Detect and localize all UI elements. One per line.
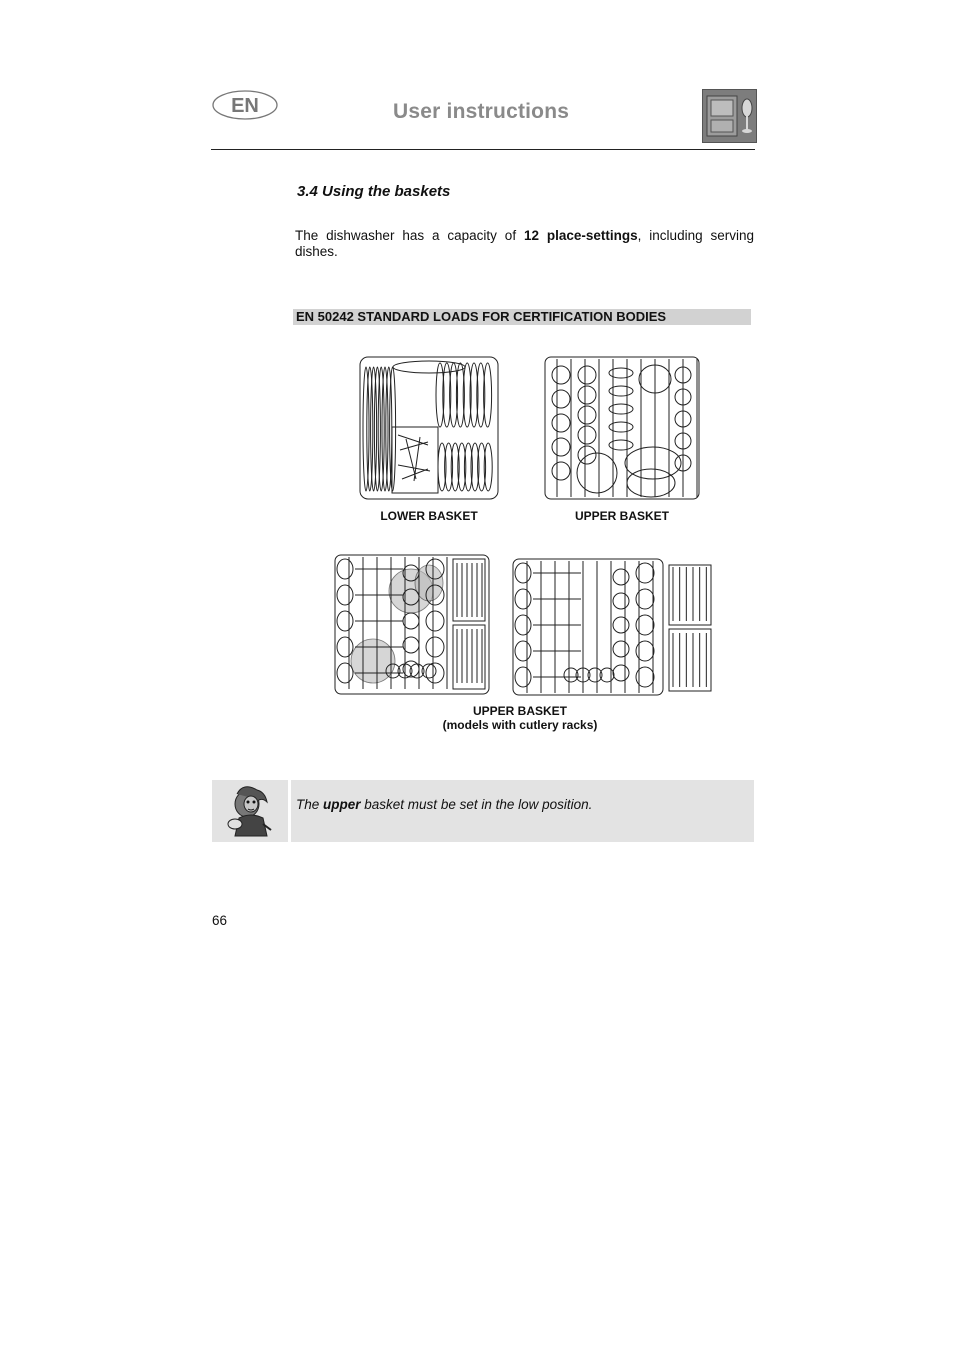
intro-paragraph: The dishwasher has a capacity of 12 place-settings, including serving dishes. [295, 228, 755, 259]
page-title: User instructions [393, 100, 570, 123]
note-divider [288, 780, 291, 842]
section-title: 3.4 Using the baskets [297, 183, 451, 200]
cartoon-character-icon [225, 784, 277, 839]
lower-basket-diagram [358, 355, 500, 501]
language-badge [211, 88, 279, 122]
dishwasher-photo-icon [702, 89, 757, 143]
page-number: 66 [212, 913, 228, 928]
upper-basket-racks-diagram-1 [333, 553, 491, 696]
upper-basket-caption: UPPER BASKET [574, 509, 669, 523]
standard-loads-heading: EN 50242 STANDARD LOADS FOR CERTIFICATION BODIES [296, 309, 667, 324]
note-text: The upper basket must be set in the low position. [296, 797, 593, 812]
lower-basket-caption: LOWER BASKET [380, 509, 478, 523]
header-divider [211, 149, 755, 150]
upper-basket-racks-diagram-2 [511, 557, 714, 697]
upper-basket-diagram [543, 355, 701, 501]
capacity-value: 12 place-settings [523, 228, 638, 243]
upper-basket-racks-caption: UPPER BASKET (models with cutlery racks) [442, 704, 598, 732]
svg-text:EN: EN [231, 95, 259, 117]
